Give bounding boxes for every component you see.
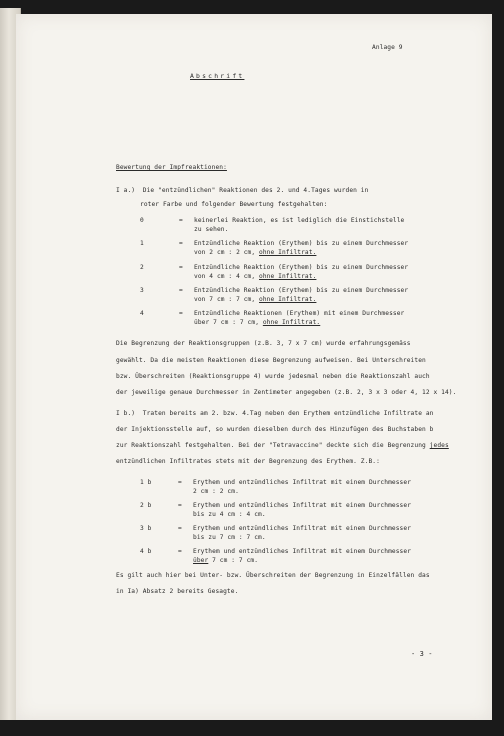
b-grade-number: 1 b [140, 479, 152, 486]
page-number: - 3 - [411, 650, 433, 658]
grade-desc-line1: Entzündliche Reaktion (Erythem) bis zu einem Durchmesser [194, 264, 409, 271]
closing-line2: in Ia) Absatz 2 bereits Gesagte. [116, 588, 239, 595]
b-grade-number: 3 b [140, 525, 152, 532]
grade-desc-line1: Entzündliche Reaktionen (Erythem) mit einem Durchmesser [194, 310, 405, 317]
section-heading: Bewertung der Impfreaktionen: [116, 164, 227, 171]
document-title: Abschrift [190, 72, 245, 80]
b-grade-number: 4 b [140, 548, 152, 555]
b-grade-desc-line1: Erythem und entzündliches Infiltrat mit einem Durchmesser [193, 548, 412, 555]
b-grade-equals: = [178, 525, 182, 532]
para-1b-line1: I b.) Traten bereits am 2. bzw. 4.Tag neben den Erythem entzündliche Infiltrate an [116, 410, 434, 417]
grade-desc-line1: keinerlei Reaktion, es ist lediglich die Einstichstelle [194, 217, 405, 224]
grade-number: 3 [140, 287, 144, 294]
para-1b-line3: zur Reaktionszahl festgehalten. Bei der "Tetravaccine" deckte sich die Begrenzung jedes [116, 442, 449, 449]
b-grade-equals: = [178, 479, 182, 486]
b-grade-desc-line2: bis zu 4 cm : 4 cm. [193, 511, 266, 518]
grade-equals: = [179, 264, 183, 271]
para-limit-line2: gewählt. Da die meisten Reaktionen diese Begrenzung aufweisen. Bei Unterschreiten [116, 357, 426, 364]
grade-desc-line2: von 4 cm : 4 cm, ohne Infiltrat. [194, 273, 317, 280]
grade-equals: = [179, 240, 183, 247]
grade-number: 4 [140, 310, 144, 317]
grade-number: 1 [140, 240, 144, 247]
b-grade-equals: = [178, 548, 182, 555]
document-page [16, 14, 492, 720]
grade-desc-line2: zu sehen. [194, 226, 229, 233]
b-grade-desc-line2: 2 cm : 2 cm. [193, 488, 239, 495]
grade-equals: = [179, 217, 183, 224]
annex-label: Anlage 9 [372, 44, 403, 51]
grade-desc-line2: von 7 cm : 7 cm, ohne Infiltrat. [194, 296, 317, 303]
para-1a-line2: roter Farbe und folgender Bewertung festgehalten: [140, 201, 328, 208]
grade-number: 2 [140, 264, 144, 271]
b-grade-number: 2 b [140, 502, 152, 509]
grade-desc-line2: über 7 cm : 7 cm, ohne Infiltrat. [194, 319, 321, 326]
b-grade-equals: = [178, 502, 182, 509]
para-1b-line4: entzündlichen Infiltrates stets mit der Begrenzung des Erythem. Z.B.: [116, 458, 380, 465]
para-1a-line1: I a.) Die "entzündlichen" Reaktionen des 2. und 4.Tages wurden in [116, 187, 369, 194]
b-grade-desc-line2: über 7 cm : 7 cm. [193, 557, 259, 564]
grade-equals: = [179, 287, 183, 294]
grade-number: 0 [140, 217, 144, 224]
grade-desc-line1: Entzündliche Reaktion (Erythem) bis zu einem Durchmesser [194, 287, 409, 294]
para-limit-line1: Die Begrenzung der Reaktionsgruppen (z.B. 3, 7 x 7 cm) wurde erfahrungsgemäss [116, 340, 411, 347]
grade-desc-line2: von 2 cm : 2 cm, ohne Infiltrat. [194, 249, 317, 256]
grade-desc-line1: Entzündliche Reaktion (Erythem) bis zu einem Durchmesser [194, 240, 409, 247]
closing-line1: Es gilt auch hier bei Unter- bzw. Überschreiten der Begrenzung in Einzelfällen das [116, 572, 430, 579]
grade-equals: = [179, 310, 183, 317]
para-limit-line4: der jeweilige genaue Durchmesser in Zentimeter angegeben (z.B. 2, 3 x 3 oder 4, 12 x 14). [116, 389, 457, 396]
b-grade-desc-line1: Erythem und entzündliches Infiltrat mit einem Durchmesser [193, 479, 412, 486]
b-grade-desc-line1: Erythem und entzündliches Infiltrat mit einem Durchmesser [193, 502, 412, 509]
b-grade-desc-line1: Erythem und entzündliches Infiltrat mit einem Durchmesser [193, 525, 412, 532]
para-1b-line2: der Injektionsstelle auf, so wurden dieselben durch des Hinzufügen des Buchstaben b [116, 426, 434, 433]
b-grade-desc-line2: bis zu 7 cm : 7 cm. [193, 534, 266, 541]
para-limit-line3: bzw. Überschreiten (Reaktionsgruppe 4) wurde jedesmal neben die Reaktionszahl auch [116, 373, 430, 380]
